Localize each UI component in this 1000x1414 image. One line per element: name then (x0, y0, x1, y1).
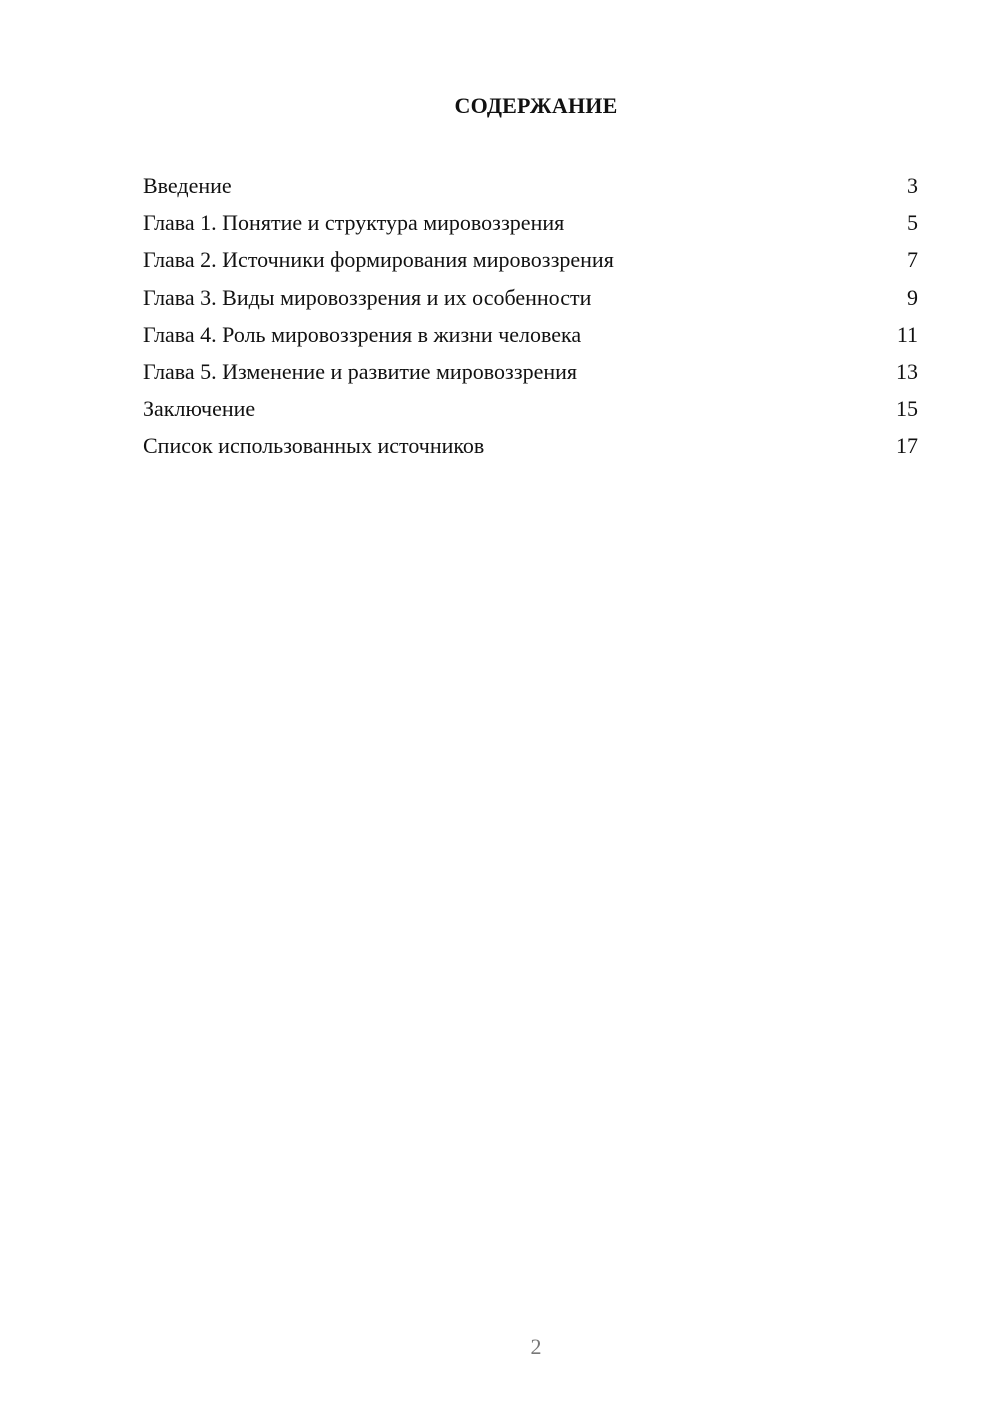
toc-entry (143, 427, 918, 464)
toc-entry (143, 241, 918, 278)
toc-entry-label: Введение (143, 173, 232, 198)
toc-entry-page: 13 (896, 358, 918, 384)
page-title: СОДЕРЖАНИЕ (454, 93, 618, 118)
toc-entry-page: 5 (907, 210, 918, 236)
toc-entry (143, 316, 918, 353)
toc-entry (143, 390, 918, 427)
toc-entry (143, 204, 918, 241)
toc-entry (143, 279, 918, 316)
toc-entry-page: 11 (896, 321, 918, 347)
toc-entry-page: 15 (896, 396, 918, 422)
toc-entry (143, 167, 918, 204)
toc-entry-label: Глава 2. Источники формирования мировоззрения (143, 247, 614, 273)
toc-entry-label: Список использованных источников (143, 433, 485, 459)
toc-entry-label: Глава 1. Понятие и структура мировоззрения (143, 210, 565, 236)
toc-entry-page: 17 (896, 433, 918, 459)
page-number: 2 (530, 1334, 542, 1359)
toc-entry-label: Глава 4. Роль мировоззрения в жизни человека (143, 321, 582, 347)
toc-entry (143, 353, 918, 390)
toc-entry-page: 7 (907, 247, 918, 273)
toc-entry-label: Глава 5. Изменение и развитие мировоззрения (143, 358, 578, 384)
toc-entry-label: Глава 3. Виды мировоззрения и их особенности (143, 284, 592, 310)
toc-entry-page: 9 (907, 284, 918, 310)
toc-entry-page: 3 (907, 173, 918, 198)
table-of-contents (143, 167, 918, 465)
toc-entry-label: Заключение (143, 396, 256, 422)
